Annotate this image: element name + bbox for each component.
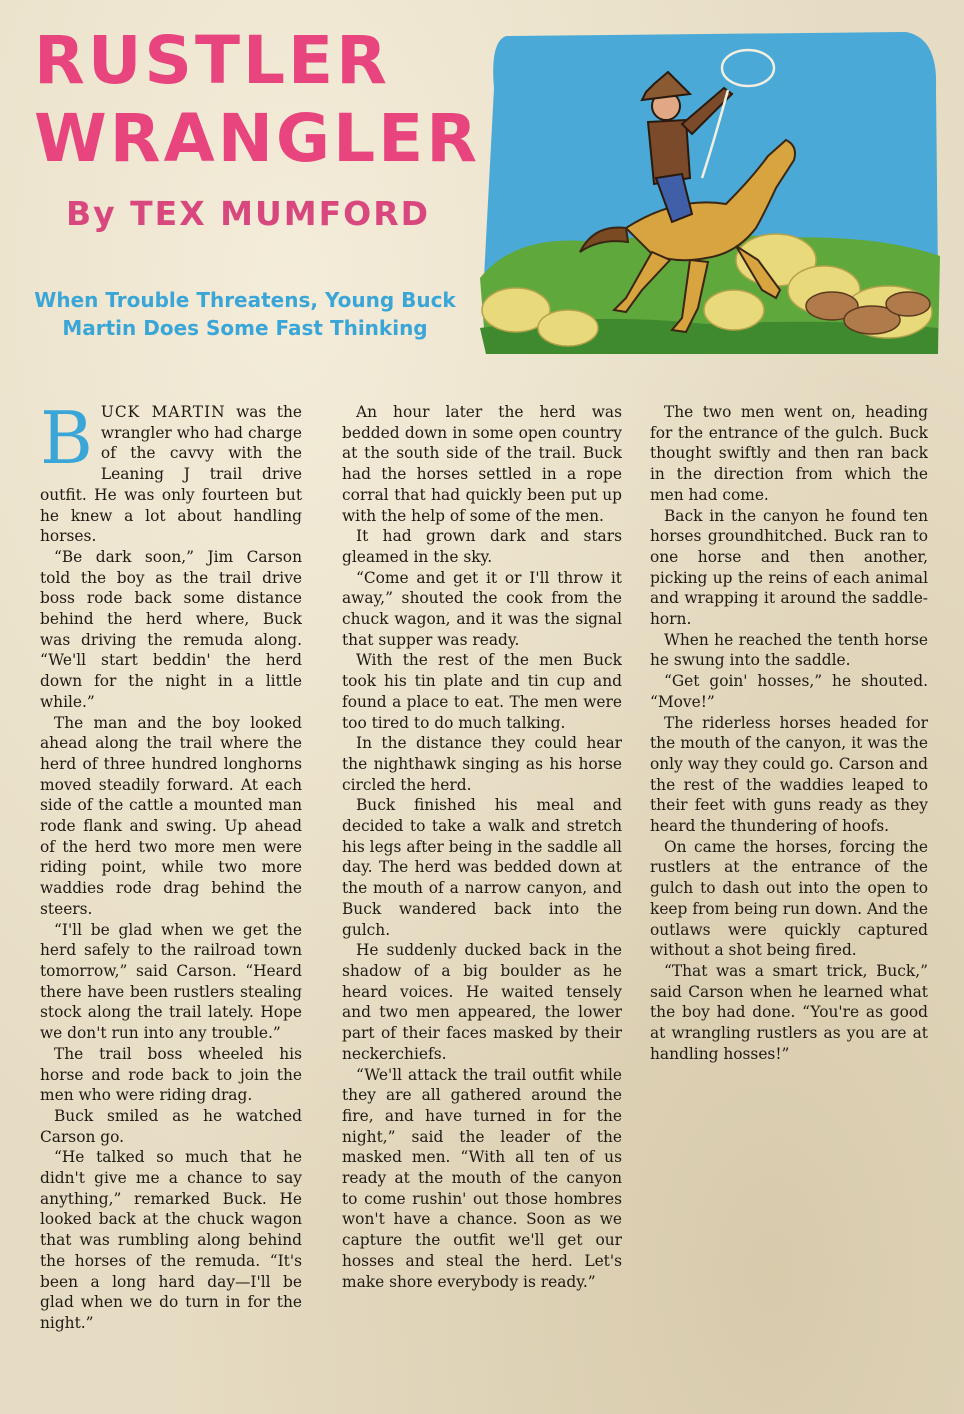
paragraph: Buck finished his meal and decided to take a walk and stretch his legs after being in the saddle all day. The herd was bedded down at the mouth of a narrow canyon, and Buck wandered back into the gulch. xyxy=(342,796,622,939)
paragraph: The riderless horses headed for the mouth of the canyon, it was the only way they could go. Carson and the rest of the waddies leaped to their feet with guns ready as they heard the thundering of hoofs. xyxy=(650,713,928,836)
paragraph: “We'll attack the trail outfit while they are all gathered around the fire, and have turned in for the night,” said the leader of the masked men. “With all ten of us ready at the mouth of the canyon to come rushin' out those hombres won't have a chance. Soon as we capture the outfit we'll get our hosses and steal the herd. Let's make shore everybody is ready.” xyxy=(342,1065,622,1291)
paragraph: When he reached the tenth horse he swung into the saddle. xyxy=(650,630,928,670)
text-column-2 xyxy=(342,402,622,1410)
author-byline: By TEX MUMFORD xyxy=(66,194,431,233)
paragraph-1-text: was the wrangler who had charge of the cavvy with the Leaning J trail drive outfit. He was only fourteen but he knew a lot about handling horses. xyxy=(40,403,302,546)
paragraph: It had grown dark and stars gleamed in the sky. xyxy=(342,527,622,566)
drop-cap: B xyxy=(40,402,93,480)
paragraph: “I'll be glad when we get the herd safely to the railroad town tomorrow,” said Carson. “Heard there have been rustlers stealing stock along the trail lately. Hope we don't run into any trouble.” xyxy=(40,920,302,1043)
paragraph: “He talked so much that he didn't give me a chance to say anything,” remarked Buck. He looked back at the chuck wagon that was rumbling along behind the horses of the remuda. “It's been a long hard day—I'll be glad when we do turn in for the night.” xyxy=(40,1148,302,1332)
paragraph: An hour later the herd was bedded down in some open country at the south side of the trail. Buck had the horses settled in a rope corral that had quickly been put up with the help of some of the men. xyxy=(342,403,622,525)
paragraph: In the distance they could hear the nighthawk singing as his horse circled the herd. xyxy=(342,734,622,794)
paragraph: He suddenly ducked back in the shadow of a big boulder as he heard voices. He waited tensely and two men appeared, the lower part of their faces masked by their neckerchiefs. xyxy=(342,941,622,1063)
text-column-1 xyxy=(40,402,302,1410)
story-title-line-1: RUSTLER xyxy=(34,22,390,99)
paragraph: Back in the canyon he found ten horses groundhitched. Buck ran to one horse and then another, picking up the reins of each animal and wrapping it around the saddle-horn. xyxy=(650,506,928,629)
text-column-3 xyxy=(650,402,928,1410)
paragraph-1 xyxy=(40,402,302,547)
paragraph: “Get goin' hosses,” he shouted. “Move!” xyxy=(650,672,928,711)
paragraph: “Be dark soon,” Jim Carson told the boy as the trail drive boss rode back some distance behind the herd where, Buck was driving the remuda along. “We'll start beddin' the herd down for the night in a little while.” xyxy=(40,547,302,711)
paragraph: On came the horses, forcing the rustlers at the entrance of the gulch to dash out into the open to keep from being run down. And the outlaws were quickly captured without a shot being fired. xyxy=(650,837,928,960)
lead-caps: UCK MARTIN xyxy=(100,403,226,421)
paragraph: Buck smiled as he watched Carson go. xyxy=(40,1106,302,1146)
paragraph: “That was a smart trick, Buck,” said Carson when he learned what the boy had done. “You're as good at wrangling rustlers as you are at handling hosses!” xyxy=(650,961,928,1063)
paragraph: The two men went on, heading for the entrance of the gulch. Buck thought swiftly and then ran back in the direction from which the men had come. xyxy=(650,403,928,504)
story-title-line-2: WRANGLER xyxy=(34,100,481,177)
paragraph: With the rest of the men Buck took his tin plate and tin cup and found a place to eat. The men were too tired to do much talking. xyxy=(342,651,622,732)
paragraph: The trail boss wheeled his horse and rode back to join the men who were riding drag. xyxy=(40,1044,302,1105)
paragraph: “Come and get it or I'll throw it away,” shouted the cook from the chuck wagon, and it was the signal that supper was ready. xyxy=(342,568,622,649)
cowboy-lasso-horse-icon xyxy=(476,28,944,358)
story-subtitle: When Trouble Threatens, Young Buck Martin Does Some Fast Thinking xyxy=(34,288,456,340)
paragraph: The man and the boy looked ahead along the trail where the herd of three hundred longhorns moved steadily forward. At each side of the cattle a mounted man rode flank and swing. Up ahead of the herd two more men were riding point, while two more waddies rode drag behind the steers. xyxy=(40,713,302,918)
